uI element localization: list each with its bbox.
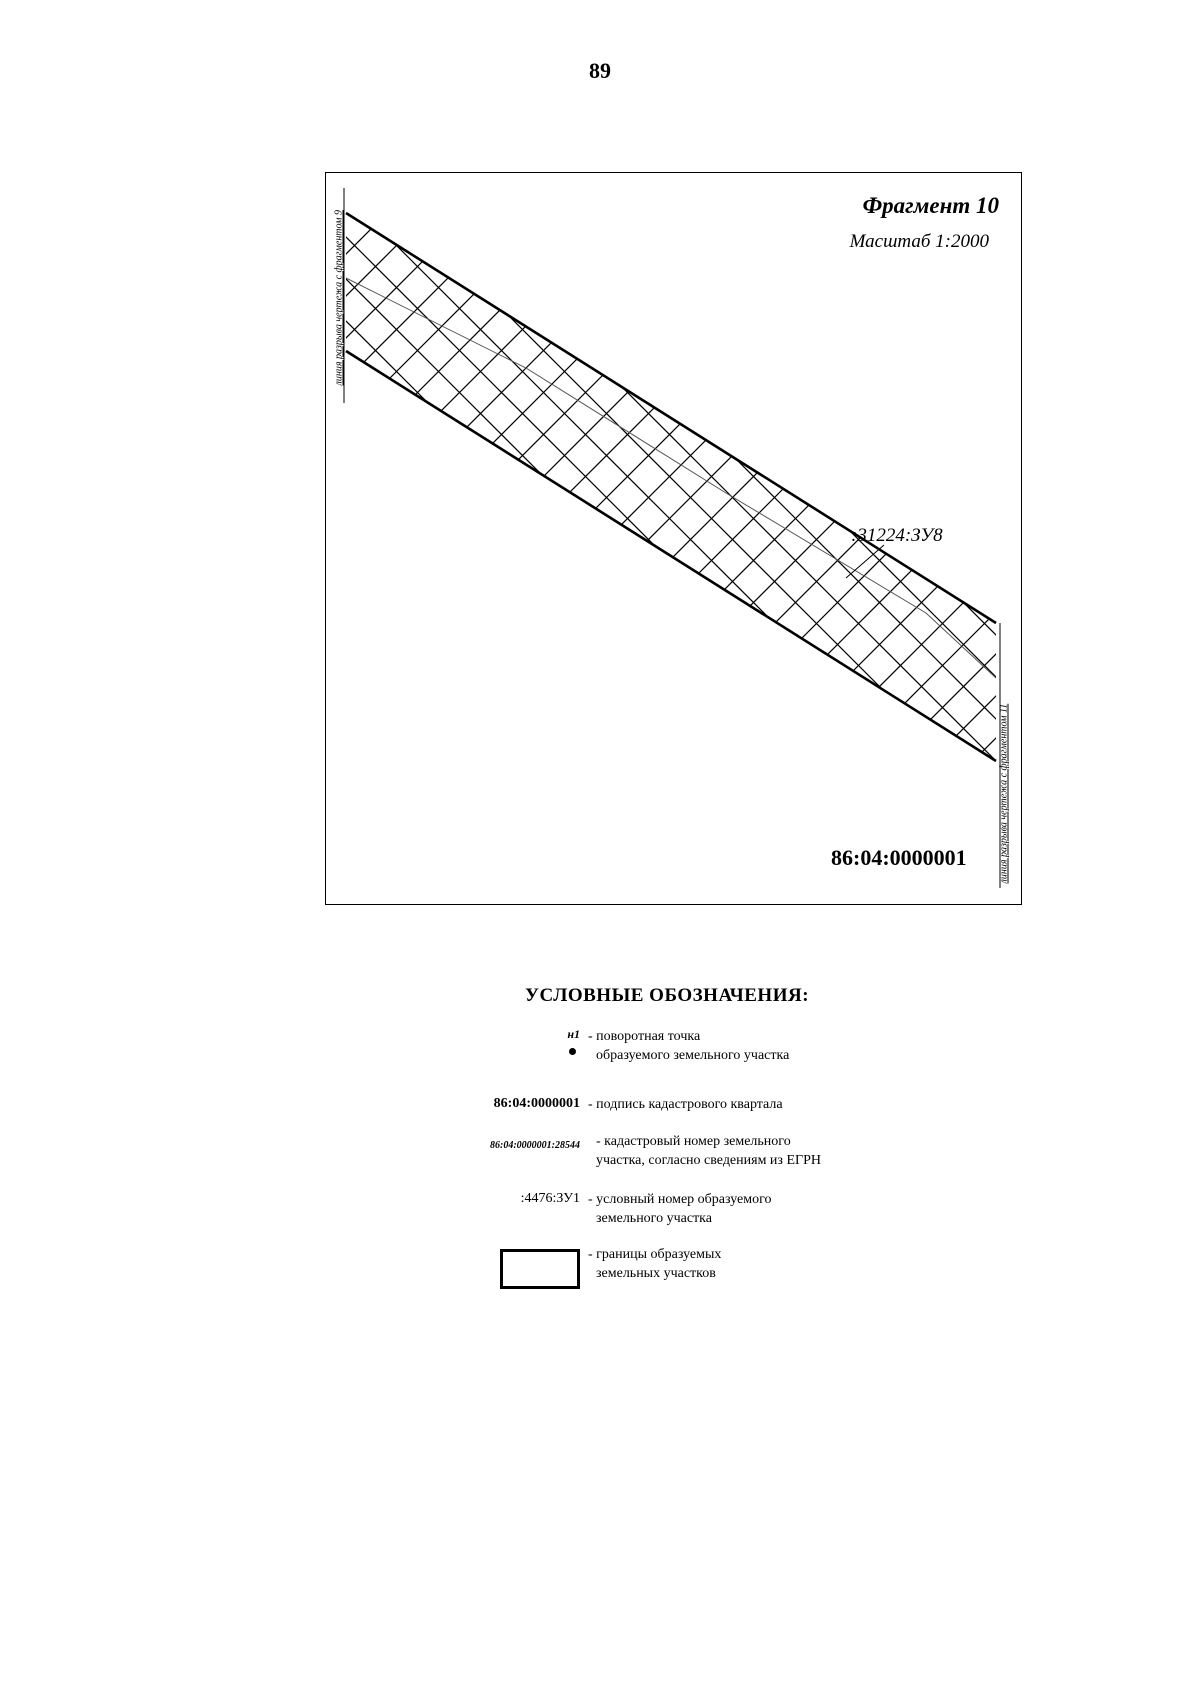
hatch-line bbox=[326, 173, 679, 906]
hatch-line bbox=[326, 173, 595, 906]
legend-desc-line: - поворотная точка bbox=[588, 1029, 701, 1044]
hatch-line bbox=[492, 173, 1023, 906]
hatch-line bbox=[326, 173, 847, 906]
boundary-box-icon bbox=[500, 1249, 580, 1289]
legend-desc-line: образуемого земельного участка bbox=[596, 1048, 790, 1063]
cadastral-quarter-label: 86:04:0000001 bbox=[831, 845, 967, 870]
hatch-line bbox=[326, 173, 553, 906]
hatch-line bbox=[326, 173, 469, 906]
hatch-line bbox=[326, 173, 721, 906]
hatch-line bbox=[954, 173, 1023, 906]
hatch-line bbox=[326, 173, 721, 906]
map-fragment bbox=[325, 172, 1022, 905]
hatch-line bbox=[534, 173, 1023, 906]
hatch-line bbox=[326, 173, 595, 906]
quarter-symbol: 86:04:0000001 bbox=[493, 1096, 580, 1111]
legend-desc-line: участка, согласно сведениям из ЕГРН bbox=[596, 1153, 821, 1168]
parcel-boundary-top bbox=[346, 213, 996, 623]
hatch-line bbox=[326, 173, 637, 906]
hatch-line bbox=[326, 173, 553, 906]
legend-description bbox=[588, 1095, 783, 1114]
hatch-line bbox=[326, 173, 889, 906]
hatch-line bbox=[660, 173, 1023, 906]
hatch-line bbox=[326, 173, 931, 906]
hatch-line bbox=[618, 173, 1023, 906]
hatch-line bbox=[660, 173, 1023, 906]
legend-desc-line: - кадастровый номер земельного bbox=[596, 1134, 791, 1149]
legend-desc-line: земельных участков bbox=[596, 1266, 716, 1281]
left-break-line-label: линия разрыва чертежа с фрагментом 9 bbox=[333, 209, 345, 386]
hatch-line bbox=[534, 173, 1023, 906]
legend-description bbox=[588, 1027, 789, 1065]
parcel-boundary-bottom bbox=[346, 351, 996, 761]
parcel-label: :31224:ЗУ8 bbox=[851, 525, 943, 546]
page-number: 89 bbox=[589, 58, 611, 83]
hatch-line bbox=[618, 173, 1023, 906]
legend-desc-line: - условный номер образуемого bbox=[588, 1192, 772, 1207]
legend-description bbox=[588, 1245, 721, 1283]
conditional-number-symbol: :4476:ЗУ1 bbox=[520, 1191, 580, 1206]
hatch-line bbox=[326, 173, 469, 906]
hatch-line bbox=[954, 173, 1023, 906]
legend-desc-line: земельного участка bbox=[596, 1211, 712, 1226]
hatch-line bbox=[326, 173, 511, 906]
cadastral-number-symbol: 86:04:0000001:28544 bbox=[490, 1140, 580, 1151]
turning-point-label: н1 bbox=[567, 1027, 580, 1041]
hatch-line bbox=[326, 173, 679, 906]
legend-description bbox=[588, 1132, 821, 1170]
fragment-title: Фрагмент 10 bbox=[862, 193, 999, 218]
hatch-line bbox=[326, 173, 931, 906]
turning-point-dot-icon bbox=[569, 1048, 576, 1055]
hatch-line bbox=[326, 173, 889, 906]
legend-desc-line: - границы образуемых bbox=[588, 1247, 722, 1262]
map-scale: Масштаб 1:2000 bbox=[849, 231, 989, 252]
hatch-line bbox=[492, 173, 1023, 906]
legend-desc-line: - подпись кадастрового квартала bbox=[588, 1097, 783, 1112]
right-break-line-label: линия разрыва чертежа с фрагментом 11 bbox=[998, 703, 1010, 884]
hatch-line bbox=[326, 173, 637, 906]
hatch-line bbox=[326, 173, 847, 906]
legend-title: УСЛОВНЫЕ ОБОЗНАЧЕНИЯ: bbox=[525, 985, 810, 1006]
turning-point-symbol bbox=[567, 1027, 580, 1055]
legend-description bbox=[588, 1190, 772, 1228]
hatch-line bbox=[326, 173, 511, 906]
